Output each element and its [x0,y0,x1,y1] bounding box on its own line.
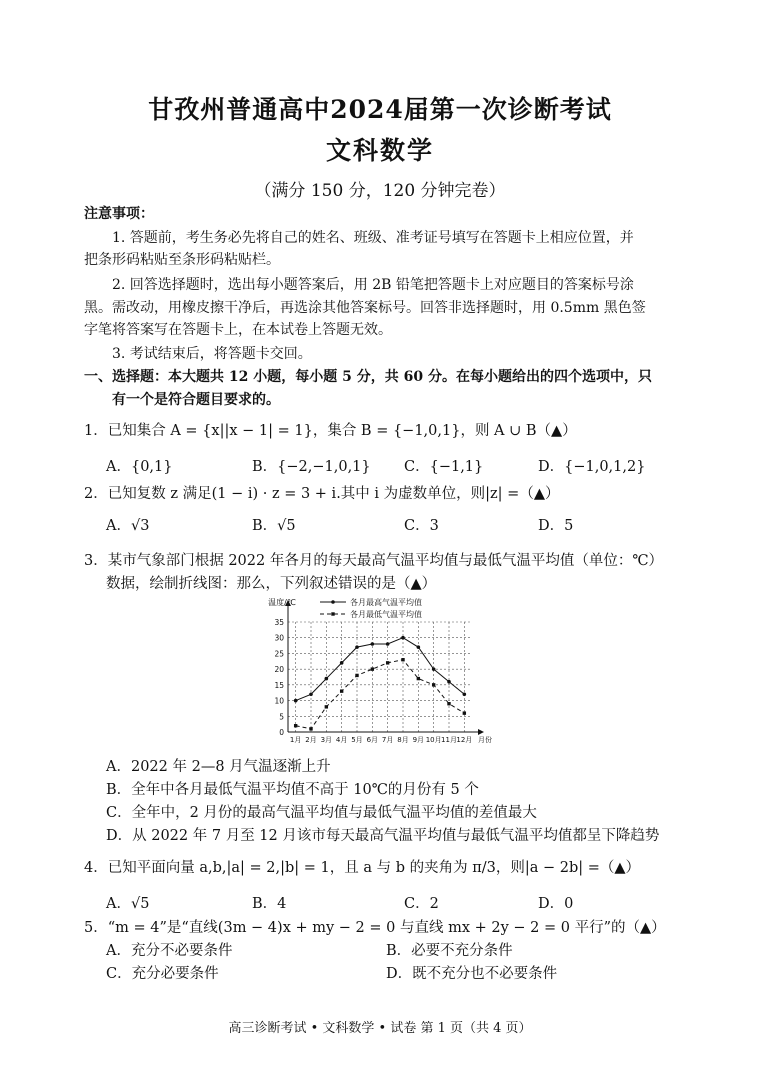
question-2-stem: 2．已知复数 z 满足(1 − i) · z = 3 + i.其中 i 为虚数单位，则|z| =（▲） [84,486,560,502]
y-tick-label: 30 [274,633,284,643]
question-1-stem: 1．已知集合 A = {x||x − 1| = 1}，集合 B = {−1,0,1}，则 A ∪ B（▲） [84,423,577,439]
question-5-stem: 5．“m = 4”是“直线(3m − 4)x + my − 2 = 0 与直线 mx + 2y − 2 = 0 平行”的（▲） [84,920,666,936]
data-point [417,645,421,649]
data-point [417,677,420,680]
question-5-option-b: B．必要不充分条件 [386,943,513,959]
section-1-line-2: 有一个是符合题目要求的。 [112,392,280,408]
data-point [355,645,359,649]
y-tick-label: 20 [274,665,284,675]
data-point [309,727,312,730]
x-tick-label: 3月 [320,736,333,744]
question-3-stem-line-1: 3．某市气象部门根据 2022 年各月的每天最高气温平均值与最低气温平均值（单位：℃） [84,553,664,569]
question-5-option-d: D．既不充分也不必要条件 [386,966,558,982]
x-tick-label: 5月 [351,736,363,744]
question-5-option-a: A．充分不必要条件 [106,943,233,959]
question-1-option-b: B．{−2,−1,0,1} [252,459,371,475]
legend-label: 各月最高气温平均值 [350,598,422,607]
question-2-option-c: C．3 [404,518,439,534]
question-5-option-c: C．充分必要条件 [106,966,219,982]
y-tick-label: 15 [274,680,284,690]
x-tick-label: 10月 [425,736,442,744]
x-tick-label: 7月 [381,736,394,744]
note-2-line-3: 字笔将答案写在答题卡上，在本试卷上答题无效。 [84,322,392,338]
data-point [340,689,343,692]
question-3-option-b: B．全年中各月最低气温平均值不高于 10℃的月份有 5 个 [106,782,479,798]
question-2-option-b: B．√5 [252,518,296,534]
data-point [401,658,404,661]
x-tick-label: 2月 [305,736,317,744]
data-point [463,711,466,714]
x-tick-label: 9月 [412,736,425,744]
temperature-line-chart [250,592,500,752]
data-point [432,667,436,671]
x-tick-label: 1月 [289,736,302,744]
question-2-option-a: A．√3 [106,518,150,534]
data-point [463,692,467,696]
exam-title: 甘孜州普通高中2024届第一次诊断考试 [148,95,612,124]
legend-marker [331,600,335,604]
data-point [371,667,374,670]
question-3-option-a: A．2022 年 2—8 月气温逐渐上升 [106,759,331,775]
legend-label: 各月最低气温平均值 [350,610,422,619]
data-point [355,674,358,677]
data-point [309,692,313,696]
data-point [294,724,297,727]
data-point [447,680,451,684]
note-1-line-2: 把条形码粘贴至条形码粘贴栏。 [84,252,280,268]
data-point [371,642,375,646]
data-point [294,699,298,703]
series-line [296,660,465,729]
data-point [432,683,435,686]
question-3-option-c: C．全年中，2 月份的最高气温平均值与最低气温平均值的差值最大 [106,805,537,821]
question-4-option-a: A．√5 [106,896,150,912]
note-3: 3. 考试结束后，将答题卡交回。 [112,346,312,362]
exam-subject: 文科数学 [325,136,434,165]
data-point [386,661,389,664]
question-4-option-c: C．2 [404,896,439,912]
question-4-stem: 4．已知平面向量 a,b,|a| = 2,|b| = 1，且 a 与 b 的夹角为 π/3，则|a − 2b| =（▲） [84,860,641,876]
data-point [386,642,390,646]
data-point [325,705,328,708]
question-3-option-d: D．从 2022 年 7 月至 12 月该市每天最高气温平均值与最低气温平均值都呈下降趋势 [106,828,660,844]
question-4-option-d: D．0 [538,896,574,912]
x-tick-label: 11月 [441,736,457,744]
y-tick-label: 10 [274,696,284,706]
x-axis-arrow [478,729,484,735]
notes-heading: 注意事项： [84,206,154,222]
question-4-option-b: B．4 [252,896,287,912]
data-point [447,702,450,705]
question-2-option-d: D．5 [538,518,574,534]
note-2-line-2: 黑。需改动，用橡皮擦干净后，再选涂其他答案标号。回答非选择题时，用 0.5mm 黑色签 [84,300,646,316]
y-axis-label: 温度/℃ [268,598,296,607]
section-1-line-1: 一、选择题：本大题共 12 小题，每小题 5 分，共 60 分。在每小题给出的四个选项中，只 [84,369,652,385]
page-footer: 高三诊断考试 • 文科数学 • 试卷 第 1 页（共 4 页） [228,1021,532,1036]
x-tick-label: 8月 [397,736,409,744]
data-point [340,661,344,665]
x-tick-label: 12月 [456,736,473,744]
question-3-stem-line-2: 数据，绘制折线图：那么，下列叙述错误的是（▲） [106,576,437,592]
question-1-option-a: A．{0,1} [106,459,173,475]
note-1-line-1: 1. 答题前，考生务必先将自己的姓名、班级、准考证号填写在答题卡上相应位置，并 [112,230,634,246]
data-point [401,636,405,640]
y-tick-label: 0 [279,728,284,737]
y-tick-label: 35 [274,618,284,627]
question-1-option-c: C．{−1,1} [404,459,484,475]
x-axis-label: 月份 [478,736,492,744]
data-point [325,677,329,681]
y-tick-label: 25 [274,649,284,659]
exam-info: （满分 150 分，120 分钟完卷） [254,181,506,201]
legend-marker [331,612,334,615]
x-tick-label: 4月 [335,736,348,744]
question-1-option-d: D．{−1,0,1,2} [538,459,646,475]
y-tick-label: 5 [279,712,284,722]
x-tick-label: 6月 [366,736,379,744]
note-2-line-1: 2. 回答选择题时，选出每小题答案后，用 2B 铅笔把答题卡上对应题目的答案标号涂 [112,277,634,293]
